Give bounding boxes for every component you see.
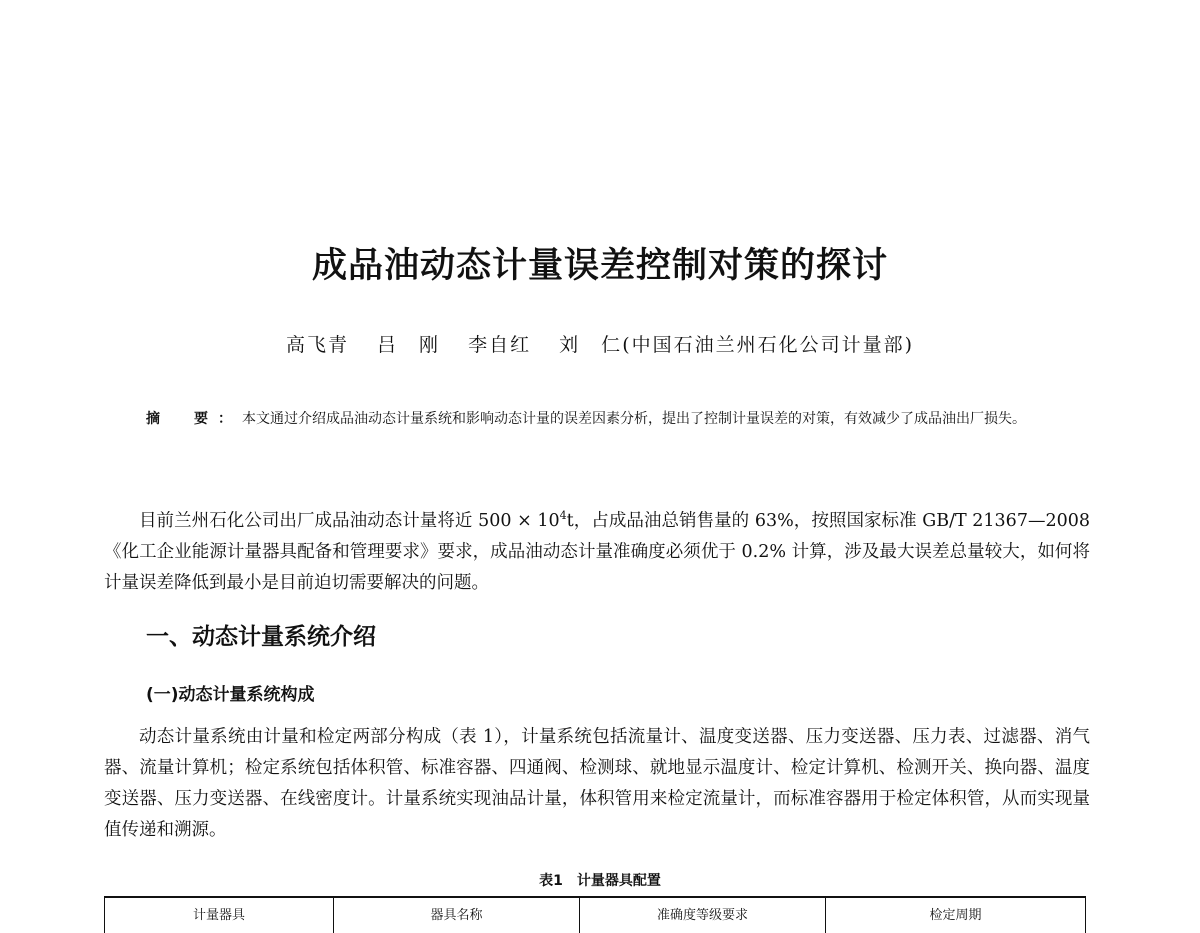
section-heading: 一、动态计量系统介绍 xyxy=(146,624,376,650)
paper-title: 成品油动态计量误差控制对策的探讨 xyxy=(311,246,888,286)
intro-exponent: 4 xyxy=(559,509,567,522)
intro-text-part1: 目前兰州石化公司出厂成品油动态计量将近 500 × 10 xyxy=(139,510,560,531)
abstract-label: 摘 要： xyxy=(146,411,242,427)
table-column-header: 计量器具 xyxy=(192,908,245,923)
author-name: 刘 仁 xyxy=(559,334,623,356)
author-line xyxy=(0,330,1200,357)
author-name: 高飞青 xyxy=(285,334,349,356)
author-affiliation: (中国石油兰州石化公司计量部) xyxy=(622,334,915,356)
body-paragraph: 动态计量系统由计量和检定两部分构成（表 1），计量系统包括流量计、温度变送器、压力变送器、压力表、过滤器、消气器、流量计算机；检定系统包括体积管、标准容器、四通阀、检测球、就地显示温度计、检定计算机、检测开关、换向器、温度变送器、压力变送器、在线密度计。计量系统实现油品计量，体积管用来检定流量计，而标准容器用于检定体积管，从而实现量值传递和溯源。 xyxy=(104,727,1090,840)
table-title: 计量器具配置 xyxy=(576,873,661,889)
abstract xyxy=(106,404,1066,434)
table-column-header: 器具名称 xyxy=(334,897,580,933)
abstract-text: 本文通过介绍成品油动态计量系统和影响动态计量的误差因素分析，提出了控制计量误差的对策，有效减少了成品油出厂损失。 xyxy=(242,411,1026,427)
table-caption xyxy=(0,870,1200,890)
intro-text-part2: t，占成品油总销售量的 63%，按照国家标准 GB/T 21367—2008《化工企业能源计量器具配备和管理要求》要求，成品油动态计量准确度必须优于 0.2% 计算，涉及最大误差总量较大，如何将计量误差降低到最小是目前迫切需要解决的问题。 xyxy=(104,510,1090,593)
table-header-row xyxy=(105,897,1086,933)
author-name: 李自红 xyxy=(468,334,532,356)
intro-paragraph xyxy=(104,500,1090,599)
table-column-header: 准确度等级要求 xyxy=(580,897,826,933)
table-number: 表1 xyxy=(539,873,563,889)
table-column-header: 检定周期 xyxy=(826,897,1086,933)
author-name: 吕 刚 xyxy=(377,334,441,356)
measurement-table xyxy=(104,896,1086,933)
subsection-heading: (一)动态计量系统构成 xyxy=(146,685,315,705)
